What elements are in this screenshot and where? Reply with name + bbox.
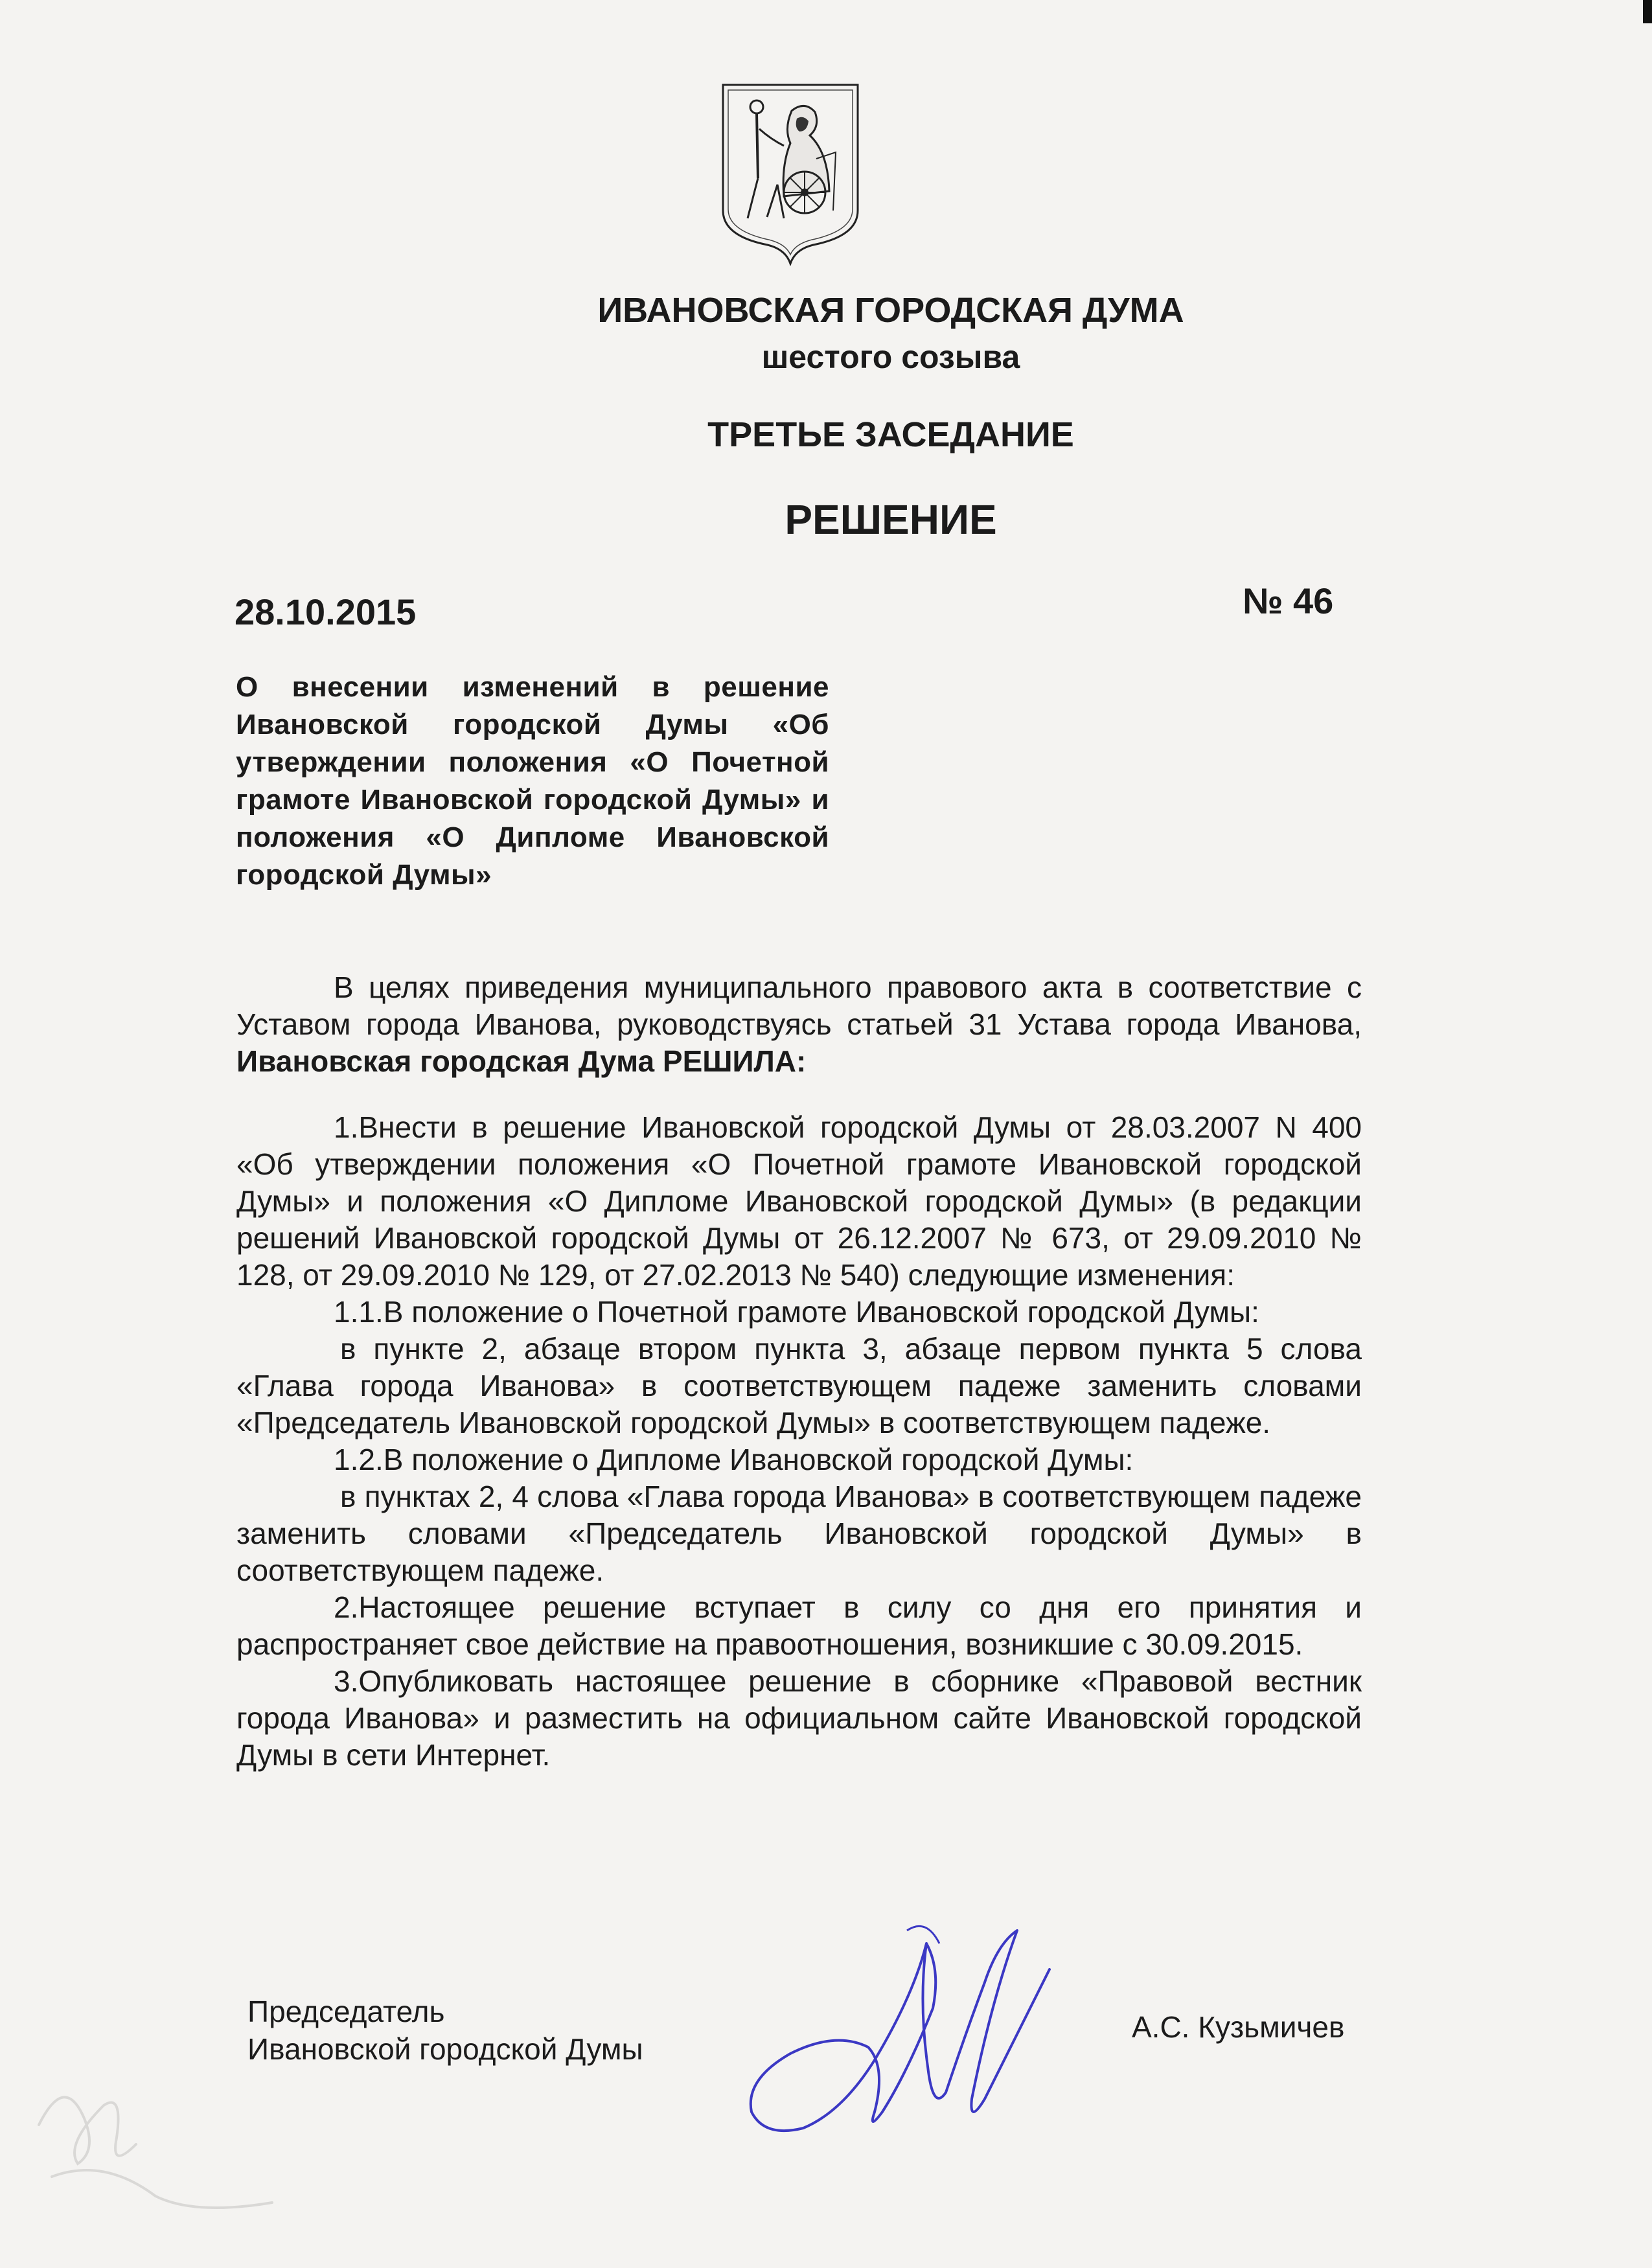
org-name: ИВАНОВСКАЯ ГОРОДСКАЯ ДУМА xyxy=(597,291,1184,330)
document-number: № 46 xyxy=(1243,580,1334,621)
decision-items xyxy=(236,1109,1362,1774)
coat-of-arms-icon xyxy=(719,81,862,266)
item-1-1: 1.1.В положение о Почетной грамоте Ивановской городской Думы: xyxy=(334,1295,1259,1329)
document-date: 28.10.2015 xyxy=(235,591,417,632)
signatory-title-line1: Председатель xyxy=(247,1995,445,2028)
signatory-title xyxy=(247,1993,643,2068)
session-title: ТРЕТЬЕ ЗАСЕДАНИЕ xyxy=(707,415,1074,454)
item-3: 3.Опубликовать настоящее решение в сборнике «Правовой вестник города Иванова» и разместить на официальном сайте Ивановской городской Думы в сети Интернет. xyxy=(236,1664,1362,1772)
faded-pencil-mark xyxy=(26,2047,298,2235)
signatory-name: А.С. Кузьмичев xyxy=(1132,2010,1345,2044)
item-1-2: 1.2.В положение о Дипломе Ивановской городской Думы: xyxy=(334,1443,1134,1476)
item-1-1-text: в пункте 2, абзаце втором пункта 3, абзаце первом пункта 5 слова «Глава города Иванова» в соответствующем падеже заменить словами «Председатель Ивановской городской Думы» в соответствующем падеже. xyxy=(236,1332,1362,1439)
convocation: шестого созыва xyxy=(761,339,1020,375)
signatory-title-line2: Ивановской городской Думы xyxy=(247,2032,643,2066)
handwritten-signature xyxy=(713,1905,1075,2177)
item-1-2-text: в пунктах 2, 4 слова «Глава города Иванова» в соответствующем падеже заменить словами «Председатель Ивановской городской Думы» в соответствующем падеже. xyxy=(236,1480,1362,1587)
document-subject: О внесении изменений в решение Ивановской городской Думы «Об утверждении положения «О Почетной грамоте Ивановской городской Думы» и положения «О Дипломе Ивановской городской Думы» xyxy=(236,671,829,891)
scan-edge-mark xyxy=(1643,0,1652,23)
preamble-text: В целях приведения муниципального правового акта в соответствие с Уставом города Иванова, руководствуясь статьей 31 Устава города Иванова, xyxy=(236,970,1362,1041)
item-1: 1.Внести в решение Ивановской городской Думы от 28.03.2007 N 400 «Об утверждении положения «О Почетной грамоте Ивановской городской Думы» и положения «О Дипломе Ивановской городской Думы» (в редакции решений Ивановской городской Думы от 26.12.2007 № 673, от 29.09.2010 № 128, от 29.09.2010 № 129, от 27.02.2013 № 540) следующие изменения: xyxy=(236,1110,1362,1292)
preamble xyxy=(236,969,1362,1080)
preamble-resolution: Ивановская городская Дума РЕШИЛА: xyxy=(236,1044,807,1078)
item-2: 2.Настоящее решение вступает в силу со дня его принятия и распространяет свое действие на правоотношения, возникшие с 30.09.2015. xyxy=(236,1590,1362,1661)
document-type: РЕШЕНИЕ xyxy=(785,496,997,543)
